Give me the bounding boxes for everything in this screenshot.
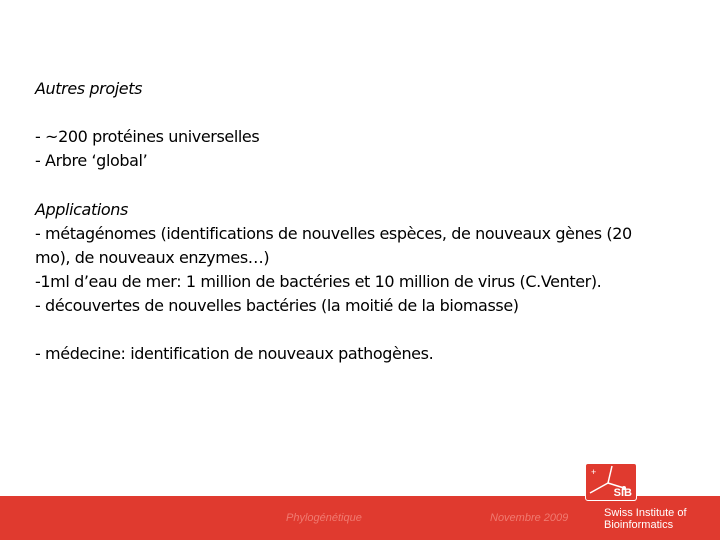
- bullet-proteines: - ~200 protéines universelles: [35, 127, 260, 146]
- footer-date: Novembre 2009: [490, 512, 569, 524]
- sib-logo-text: SIB: [613, 487, 632, 499]
- institute-line1: Swiss Institute of: [604, 507, 687, 519]
- bullet-eau-de-mer: -1ml d’eau de mer: 1 million de bactéries et 10 million de virus (C.Venter).: [35, 272, 602, 291]
- heading-autres-projets: Autres projets: [35, 79, 143, 98]
- bullet-bacteries: - découvertes de nouvelles bactéries (la moitié de la biomasse): [35, 296, 519, 315]
- bullet-metagenomes: - métagénomes (identifications de nouvelles espèces, de nouveaux gènes (20: [35, 224, 632, 243]
- svg-text:+: +: [591, 467, 597, 477]
- heading-applications: Applications: [35, 200, 128, 219]
- footer-topic: Phylogénétique: [286, 512, 362, 524]
- institute-line2: Bioinformatics: [604, 519, 674, 531]
- bullet-metagenomes-cont: mo), de nouveaux enzymes…): [35, 248, 270, 267]
- sib-logo: [585, 463, 637, 501]
- bullet-arbre: - Arbre ‘global’: [35, 151, 148, 170]
- institute-name: [604, 507, 687, 531]
- bullet-medecine: - médecine: identification de nouveaux pathogènes.: [35, 344, 434, 363]
